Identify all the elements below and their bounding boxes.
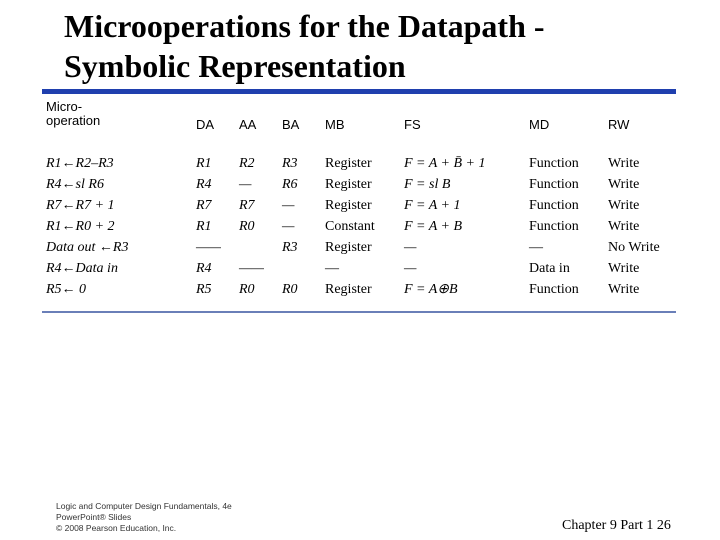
table-cell-fs: F = A + B	[404, 219, 463, 234]
table-cell-aa: R0	[239, 282, 255, 297]
header-microop-line2: operation	[46, 113, 101, 128]
table-cell-rw: Write	[608, 177, 640, 192]
header-da: DA	[196, 117, 215, 132]
table-cell-da: R1	[196, 156, 212, 171]
column-ba	[282, 153, 298, 300]
copyright-footer	[56, 501, 232, 534]
table-cell-ba	[282, 258, 298, 279]
table-cell-aa: R7	[239, 198, 255, 213]
table-cell-microop: R5← 0	[46, 282, 87, 297]
table-cell-md: Function	[529, 219, 579, 234]
header-mb: MB	[325, 117, 345, 132]
header-microoperation	[46, 100, 100, 128]
table-cell-mb: Register	[325, 177, 372, 192]
table-cell-fs: —	[404, 240, 417, 255]
table-cell-aa: ——	[239, 261, 264, 276]
table-cell-md: Function	[529, 198, 579, 213]
footer-slides: PowerPoint® Slides	[56, 512, 132, 522]
table-cell-md: Function	[529, 177, 579, 192]
table-cell-da: ——	[196, 240, 221, 255]
table-cell-mb: Register	[325, 198, 372, 213]
table-cell-ba: —	[282, 219, 295, 234]
header-fs: FS	[404, 117, 421, 132]
header-md: MD	[529, 117, 550, 132]
table-cell-fs: F = A + 1	[404, 198, 461, 213]
table-cell-mb: —	[325, 261, 339, 276]
footer-copyright: © 2008 Pearson Education, Inc.	[56, 523, 177, 533]
column-da	[196, 153, 221, 300]
table-cell-md: Data in	[529, 261, 570, 276]
table-cell-fs: F = sl B	[404, 177, 451, 192]
table-cell-da: R5	[196, 282, 212, 297]
table-cell-ba: R6	[282, 177, 298, 192]
table-cell-ba: R3	[282, 156, 298, 171]
table-cell-fs: F = A + B̄ + 1	[404, 156, 486, 171]
table-cell-rw: Write	[608, 156, 640, 171]
header-rw: RW	[608, 117, 630, 132]
title-line-2: Symbolic Representation	[64, 48, 406, 84]
table-cell-rw: Write	[608, 261, 640, 276]
table-cell-microop: R4←sl R6	[46, 177, 104, 192]
page-number: Chapter 9 Part 1 26	[562, 518, 671, 533]
table-cell-microop: R1←R2–R3	[46, 156, 114, 171]
table-cell-microop: Data out ←R3	[46, 240, 129, 255]
header-aa: AA	[239, 117, 257, 132]
title-line-1: Microoperations for the Datapath -	[64, 8, 545, 44]
column-fs	[404, 153, 486, 300]
table-cell-rw: Write	[608, 198, 640, 213]
table-cell-md: Function	[529, 282, 579, 297]
footer-book-title: Logic and Computer Design Fundamentals, 4e	[56, 501, 232, 511]
header-ba: BA	[282, 117, 300, 132]
table-cell-ba: R0	[282, 282, 298, 297]
table-cell-rw: No Write	[608, 240, 660, 255]
column-microoperation	[46, 153, 128, 300]
table-cell-mb: Constant	[325, 219, 375, 234]
table-cell-da: R1	[196, 219, 212, 234]
table-cell-rw: Write	[608, 219, 640, 234]
column-md	[529, 153, 579, 300]
table-cell-microop: R1←R0 + 2	[46, 219, 115, 234]
table-cell-aa: R0	[239, 219, 255, 234]
table-cell-ba: R3	[282, 240, 298, 255]
table-cell-da: R7	[196, 198, 212, 213]
header-rule	[42, 89, 676, 94]
table-cell-rw: Write	[608, 282, 640, 297]
table-cell-fs: F = A⊕B	[404, 282, 458, 297]
table-cell-md: Function	[529, 156, 579, 171]
slide-title	[64, 6, 545, 86]
table-cell-mb: Register	[325, 156, 372, 171]
table-cell-da: R4	[196, 177, 212, 192]
table-cell-microop: R4←Data in	[46, 261, 118, 276]
table-cell-aa: R2	[239, 156, 255, 171]
table-bottom-rule	[42, 311, 676, 313]
table-cell-aa: —	[239, 177, 252, 192]
header-microop-line1: Micro-	[46, 99, 83, 114]
table-cell-da: R4	[196, 261, 212, 276]
column-rw	[608, 153, 660, 300]
table-cell-ba: —	[282, 198, 295, 213]
table-cell-fs: —	[404, 261, 417, 276]
table-cell-mb: Register	[325, 282, 372, 297]
column-aa	[239, 153, 264, 300]
table-cell-aa	[239, 237, 264, 258]
column-mb	[325, 153, 375, 300]
table-cell-md: —	[529, 240, 543, 255]
table-cell-microop: R7←R7 + 1	[46, 198, 115, 213]
table-cell-mb: Register	[325, 240, 372, 255]
